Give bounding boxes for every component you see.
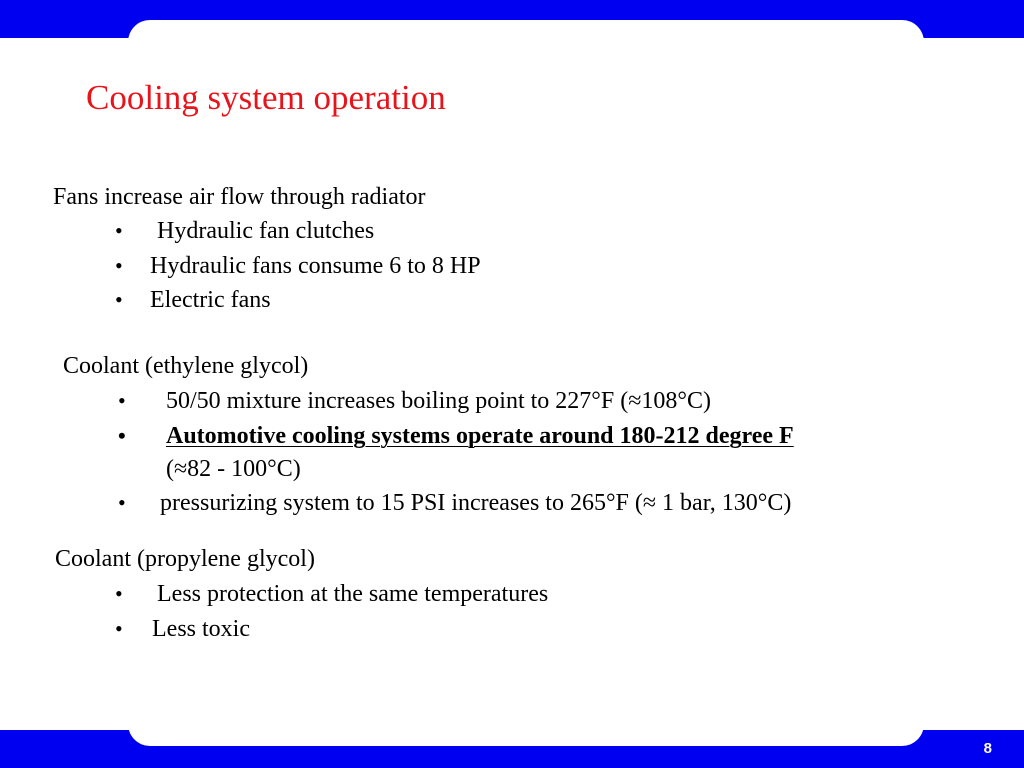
list-item: pressurizing system to 15 PSI increases to 265°F (≈ 1 bar, 130°C) bbox=[160, 490, 792, 516]
list-item: Electric fans bbox=[150, 287, 271, 313]
list-item: Less toxic bbox=[152, 616, 250, 642]
list-item: Hydraulic fans consume 6 to 8 HP bbox=[150, 253, 481, 279]
bullet-glyph: • bbox=[115, 581, 123, 606]
list-item: 50/50 mixture increases boiling point to 227°F (≈108°C) bbox=[166, 388, 711, 414]
list-item: Less protection at the same temperatures bbox=[157, 581, 549, 607]
list-item-emphasis: Automotive cooling systems operate around 180-212 degree F bbox=[166, 423, 794, 449]
slide-title: Cooling system operation bbox=[86, 78, 446, 117]
bullet-glyph: • bbox=[115, 287, 123, 312]
page-number: 8 bbox=[983, 740, 992, 757]
bullet-glyph: • bbox=[118, 388, 126, 413]
bottom-frame-curve bbox=[128, 706, 924, 746]
list-item-continuation: (≈82 - 100°C) bbox=[166, 456, 301, 482]
list-item: Hydraulic fan clutches bbox=[157, 218, 375, 244]
section-heading-ethylene: Coolant (ethylene glycol) bbox=[63, 353, 309, 379]
bullet-glyph: • bbox=[115, 253, 123, 278]
section-heading-propylene: Coolant (propylene glycol) bbox=[55, 546, 315, 572]
section-heading-fans: Fans increase air flow through radiator bbox=[53, 184, 426, 210]
top-frame-curve bbox=[128, 20, 924, 60]
bullet-glyph: • bbox=[115, 218, 123, 243]
bullet-glyph: • bbox=[115, 616, 123, 641]
bullet-glyph: • bbox=[118, 490, 126, 515]
bullet-glyph: • bbox=[118, 423, 126, 448]
